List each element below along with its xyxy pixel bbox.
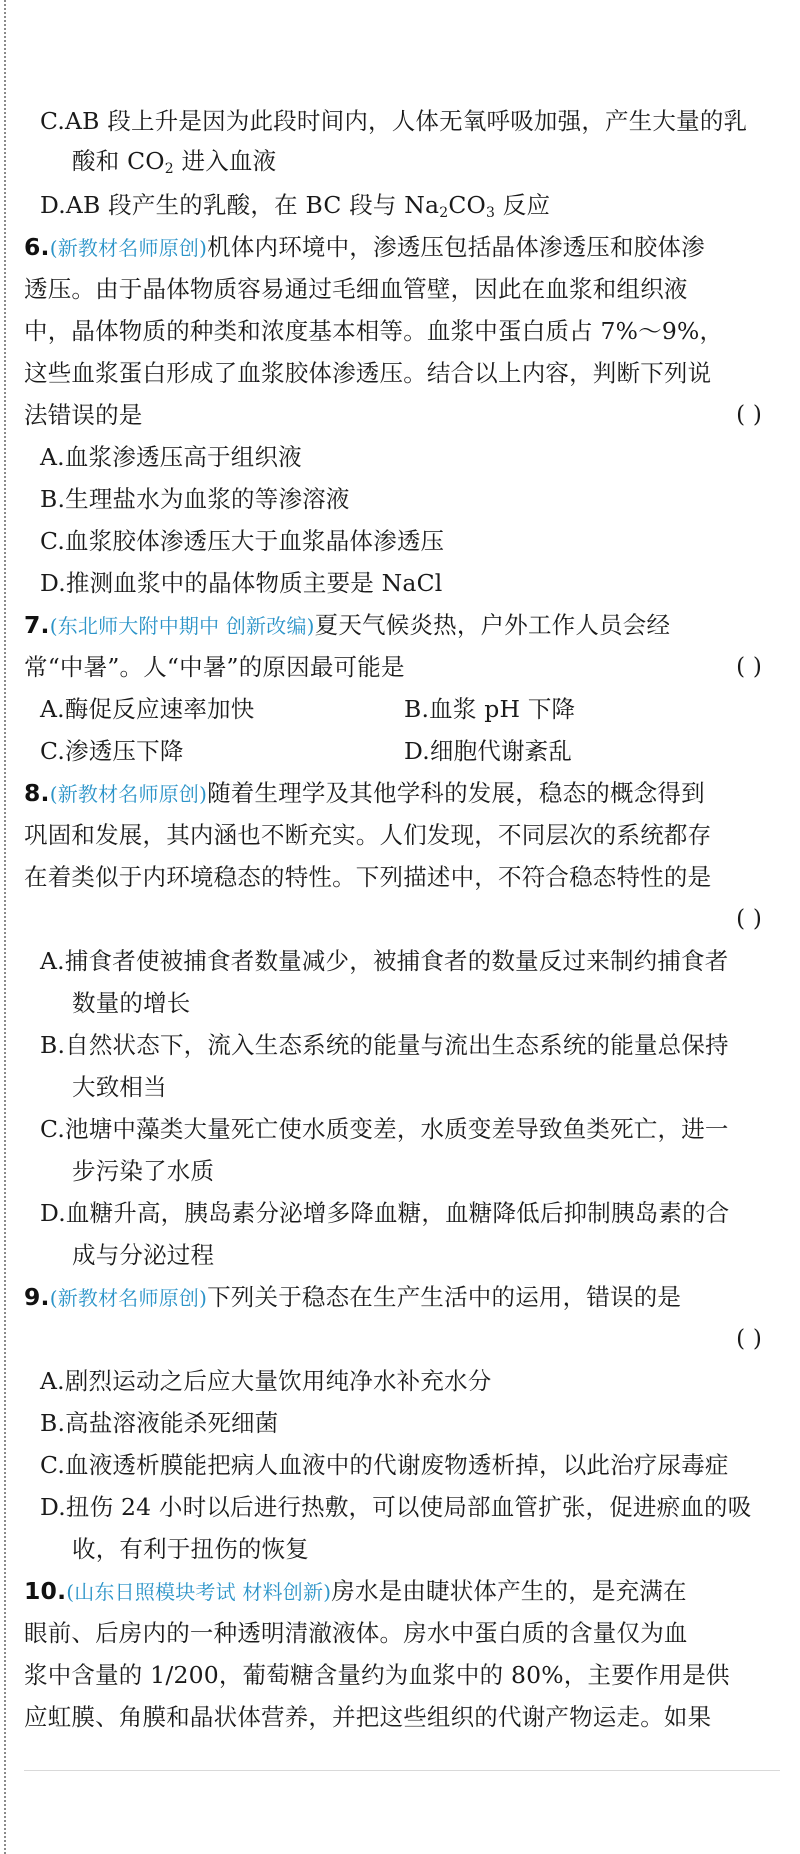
- q10-stem-line4: 应虹膜、角膜和晶状体营养，并把这些组织的代谢产物运走。如果: [24, 1703, 712, 1731]
- q9-option-a: A.剧烈运动之后应大量饮用纯净水补充水分: [40, 1367, 492, 1395]
- q7-stem-line1: [24, 604, 780, 646]
- q8-stem-line1: [24, 772, 780, 814]
- q6-stem-line3: 中，晶体物质的种类和浓度基本相等。血浆中蛋白质占 7%～9%，: [24, 317, 724, 345]
- q9-option-c: C.血液透析膜能把病人血液中的代谢废物透析掉，以此治疗尿毒症: [40, 1451, 729, 1479]
- question-number: 10.: [24, 1577, 67, 1605]
- text: D.AB 段产生的乳酸，在 BC 段与 Na: [40, 191, 440, 219]
- stem-text: 常“中暑”。人“中暑”的原因最可能是: [24, 653, 405, 681]
- source-tag: (东北师大附中期中 创新改编): [49, 614, 315, 638]
- stem-text: 房水是由睫状体产生的，是充满在: [331, 1577, 687, 1605]
- source-tag: (新教材名师原创): [49, 782, 208, 806]
- bottom-divider: [24, 1770, 780, 1771]
- q8-stem-line2: 巩固和发展，其内涵也不断充实。人们发现，不同层次的系统都存: [24, 821, 712, 849]
- stem-text: 下列关于稳态在生产生活中的运用，错误的是: [207, 1283, 682, 1311]
- q6-stem-line2: 透压。由于晶体物质容易通过毛细血管壁，因此在血浆和组织液: [24, 275, 688, 303]
- margin-dotted-rule: [4, 0, 6, 1854]
- q5-option-c-line2: [24, 140, 780, 182]
- option-c: C.渗透压下降: [40, 737, 184, 765]
- text: 进入血液: [173, 147, 277, 175]
- q6-option-b: B.生理盐水为血浆的等渗溶液: [40, 485, 350, 513]
- q8-option-c-line1: C.池塘中藻类大量死亡使水质变差，水质变差导致鱼类死亡，进一: [40, 1115, 729, 1143]
- stem-text: 机体内环境中，渗透压包括晶体渗透压和胶体渗: [207, 233, 705, 261]
- answer-blank[interactable]: ( ): [736, 1326, 762, 1352]
- q6-stem-line1: [24, 226, 780, 268]
- q9-stem-line1: [24, 1276, 780, 1318]
- q8-option-a-line1: A.捕食者使被捕食者数量减少，被捕食者的数量反过来制约捕食者: [40, 947, 729, 975]
- q6-stem-line4: 这些血浆蛋白形成了血浆胶体渗透压。结合以上内容，判断下列说: [24, 359, 712, 387]
- q10-stem-line3: 浆中含量的 1/200，葡萄糖含量约为血浆中的 80%，主要作用是供: [24, 1661, 730, 1689]
- q6-option-a: A.血浆渗透压高于组织液: [40, 443, 302, 471]
- source-tag: (山东日照模块考试 材料创新): [66, 1580, 332, 1604]
- q7-options-row2: [24, 730, 780, 772]
- q6-stem-line5: [24, 394, 780, 436]
- answer-blank[interactable]: ( ): [736, 402, 762, 428]
- q7-stem-line2: [24, 646, 780, 688]
- question-number: 7.: [24, 611, 50, 639]
- q6-option-c: C.血浆胶体渗透压大于血浆晶体渗透压: [40, 527, 445, 555]
- q8-option-c-line2: 步污染了水质: [72, 1157, 215, 1185]
- q9-option-d-line2: 收，有利于扭伤的恢复: [72, 1535, 309, 1563]
- q5-option-d: [24, 184, 780, 226]
- question-number: 8.: [24, 779, 50, 807]
- subscript: 2: [439, 205, 449, 221]
- answer-blank[interactable]: ( ): [736, 906, 762, 932]
- q10-stem-line2: 眼前、后房内的一种透明清澈液体。房水中蛋白质的含量仅为血: [24, 1619, 688, 1647]
- text: 酸和 CO: [72, 147, 165, 175]
- subscript: 3: [486, 205, 496, 221]
- source-tag: (新教材名师原创): [49, 236, 208, 260]
- source-tag: (新教材名师原创): [49, 1286, 208, 1310]
- option-a: A.酶促反应速率加快: [40, 695, 255, 723]
- question-number: 9.: [24, 1283, 50, 1311]
- q8-paren-line: [24, 898, 780, 940]
- option-d: D.细胞代谢紊乱: [404, 737, 573, 765]
- q5-option-c-line1: C.AB 段上升是因为此段时间内，人体无氧呼吸加强，产生大量的乳: [40, 107, 748, 135]
- q8-option-b-line2: 大致相当: [72, 1073, 167, 1101]
- q9-paren-line: [24, 1318, 780, 1360]
- text: CO: [448, 191, 487, 219]
- q6-option-d: D.推测血浆中的晶体物质主要是 NaCl: [40, 569, 443, 597]
- stem-text: 夏天气候炎热，户外工作人员会经: [314, 611, 671, 639]
- q9-option-d-line1: D.扭伤 24 小时以后进行热敷，可以使局部血管扩张，促进瘀血的吸: [40, 1493, 752, 1521]
- q10-stem-line1: [24, 1570, 780, 1612]
- q7-options-row1: [24, 688, 780, 730]
- q8-option-d-line1: D.血糖升高，胰岛素分泌增多降血糖，血糖降低后抑制胰岛素的合: [40, 1199, 730, 1227]
- q8-option-b-line1: B.自然状态下，流入生态系统的能量与流出生态系统的能量总保持: [40, 1031, 729, 1059]
- stem-text: 法错误的是: [24, 401, 143, 429]
- q8-option-d-line2: 成与分泌过程: [72, 1241, 215, 1269]
- subscript: 2: [164, 161, 174, 177]
- q9-option-b: B.高盐溶液能杀死细菌: [40, 1409, 279, 1437]
- option-b: B.血浆 pH 下降: [404, 695, 576, 723]
- q8-option-a-line2: 数量的增长: [72, 989, 191, 1017]
- stem-text: 随着生理学及其他学科的发展，稳态的概念得到: [207, 779, 705, 807]
- answer-blank[interactable]: ( ): [736, 654, 762, 680]
- text: 反应: [495, 191, 551, 219]
- question-number: 6.: [24, 233, 50, 261]
- q8-stem-line3: 在着类似于内环境稳态的特性。下列描述中，不符合稳态特性的是: [24, 863, 712, 891]
